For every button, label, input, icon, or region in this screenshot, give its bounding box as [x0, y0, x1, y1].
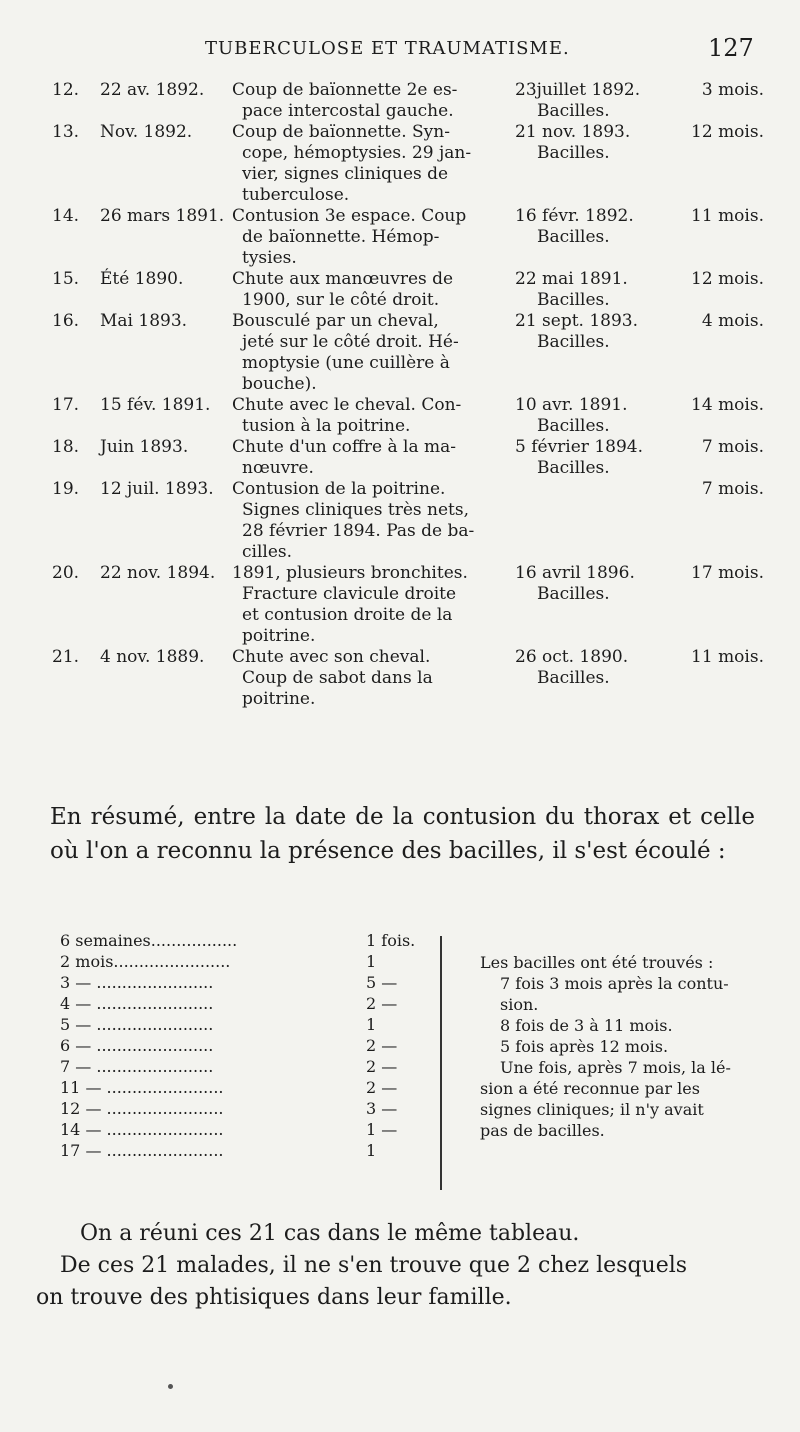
stat-count: 1 —	[366, 1120, 398, 1139]
running-title: TUBERCULOSE ET TRAUMATISME.	[205, 38, 570, 59]
case-duration: 4 mois.	[701, 311, 764, 331]
stat-count: 1 fois.	[366, 931, 416, 950]
notes-intro: Les bacilles ont été trouvés :	[480, 953, 714, 972]
case-description	[232, 311, 504, 395]
description-line: Chute avec le cheval. Con-	[232, 395, 462, 415]
description-line: Chute d'un coffre à la ma-	[232, 437, 456, 457]
notes-line: sion.	[500, 995, 539, 1014]
interval-stats-table	[60, 930, 760, 1161]
case-date: 26 mars 1891.	[100, 206, 225, 226]
case-description	[232, 479, 504, 563]
stat-count: 2 —	[366, 994, 398, 1013]
notes-line: sion a été reconnue par les	[480, 1079, 700, 1098]
stat-count: 2 —	[366, 1078, 398, 1097]
stat-period: 5 — .......................	[60, 1015, 214, 1034]
description-line: Signes cliniques très nets,	[242, 500, 470, 520]
closing-line: De ces 21 malades, il ne s'en trouve que 2 chez lesquels	[60, 1253, 688, 1278]
closing-line: on trouve des phtisiques dans leur famille.	[36, 1285, 512, 1310]
case-result	[515, 269, 645, 311]
notes-line: 8 fois de 3 à 11 mois.	[500, 1016, 673, 1035]
stat-count: 2 —	[366, 1036, 398, 1055]
case-description	[232, 647, 504, 710]
case-result	[515, 206, 645, 248]
result-line: Bacilles.	[537, 227, 610, 247]
result-line: 16 avril 1896.	[515, 563, 635, 583]
case-description	[232, 437, 504, 479]
result-line: 16 févr. 1892.	[515, 206, 634, 226]
case-number: 21.	[52, 647, 80, 667]
case-duration: 12 mois.	[691, 122, 764, 142]
description-line: Coup de baïonnette. Syn-	[232, 122, 450, 142]
notes-line: pas de bacilles.	[480, 1121, 605, 1140]
case-row	[0, 479, 800, 563]
case-number: 14.	[52, 206, 80, 226]
case-row	[0, 206, 800, 269]
stat-period: 3 — .......................	[60, 973, 214, 992]
stat-count: 1	[366, 1141, 377, 1160]
notes-line: 5 fois après 12 mois.	[500, 1037, 669, 1056]
case-row	[0, 80, 800, 122]
case-row	[0, 122, 800, 206]
case-row	[0, 311, 800, 395]
notes-line: 7 fois 3 mois après la contu-	[500, 974, 729, 993]
case-duration: 14 mois.	[691, 395, 764, 415]
description-line: pace intercostal gauche.	[242, 101, 454, 121]
stats-notes	[480, 952, 760, 1141]
stat-period: 6 semaines.................	[60, 931, 238, 950]
case-row	[0, 563, 800, 647]
result-line: Bacilles.	[537, 668, 610, 688]
stat-period: 11 — .......................	[60, 1078, 224, 1097]
case-date: 15 fév. 1891.	[100, 395, 211, 415]
case-description	[232, 269, 504, 311]
case-description	[232, 206, 504, 269]
case-date: 22 av. 1892.	[100, 80, 205, 100]
case-result	[515, 647, 645, 689]
description-line: poitrine.	[242, 689, 316, 709]
case-row	[0, 269, 800, 311]
case-row	[0, 437, 800, 479]
stat-period: 4 — .......................	[60, 994, 214, 1013]
description-line: Chute aux manœuvres de	[232, 269, 454, 289]
brace-divider	[440, 936, 442, 1190]
summary-paragraph: En résumé, entre la date de la contusion du thorax et celle où l'on a reconnu la présence des bacilles, il s'est écoulé :	[50, 804, 755, 864]
case-row	[0, 647, 800, 710]
result-line: Bacilles.	[537, 332, 610, 352]
stat-row	[60, 930, 760, 951]
description-line: 1891, plusieurs bronchites.	[232, 563, 468, 583]
closing-paragraph	[36, 1218, 760, 1314]
case-date: 12 juil. 1893.	[100, 479, 214, 499]
description-line: bouche).	[242, 374, 317, 394]
ink-speck	[168, 1384, 173, 1389]
description-line: Contusion 3e espace. Coup	[232, 206, 467, 226]
stat-period: 17 — .......................	[60, 1141, 224, 1160]
case-result	[515, 311, 645, 353]
description-line: Chute avec son cheval.	[232, 647, 431, 667]
stat-count: 5 —	[366, 973, 398, 992]
description-line: tuberculose.	[242, 185, 350, 205]
case-number: 17.	[52, 395, 80, 415]
stat-period: 12 — .......................	[60, 1099, 224, 1118]
description-line: cope, hémoptysies. 29 jan-	[242, 143, 472, 163]
description-line: 1900, sur le côté droit.	[242, 290, 440, 310]
result-line: 26 oct. 1890.	[515, 647, 629, 667]
description-line: Bousculé par un cheval,	[232, 311, 439, 331]
result-line: 10 avr. 1891.	[515, 395, 628, 415]
case-number: 15.	[52, 269, 80, 289]
result-line: 23juillet 1892.	[515, 80, 641, 100]
case-duration: 7 mois.	[701, 479, 764, 499]
stat-count: 2 —	[366, 1057, 398, 1076]
case-duration: 3 mois.	[701, 80, 764, 100]
description-line: 28 février 1894. Pas de ba-	[242, 521, 475, 541]
description-line: tysies.	[242, 248, 297, 268]
result-line: 5 février 1894.	[515, 437, 643, 457]
stat-period: 14 — .......................	[60, 1120, 224, 1139]
case-date: Juin 1893.	[100, 437, 189, 457]
result-line: Bacilles.	[537, 458, 610, 478]
case-description	[232, 80, 504, 122]
case-result	[515, 122, 645, 164]
page-number: 127	[708, 34, 754, 62]
notes-line: signes cliniques; il n'y avait	[480, 1100, 704, 1119]
notes-line: Une fois, après 7 mois, la lé-	[500, 1058, 731, 1077]
case-number: 19.	[52, 479, 80, 499]
stat-period: 6 — .......................	[60, 1036, 214, 1055]
result-line: Bacilles.	[537, 416, 610, 436]
case-list	[0, 80, 800, 710]
case-duration: 11 mois.	[691, 647, 764, 667]
result-line: Bacilles.	[537, 290, 610, 310]
case-description	[232, 122, 504, 206]
description-line: Fracture clavicule droite	[242, 584, 457, 604]
case-date: 22 nov. 1894.	[100, 563, 216, 583]
case-duration: 7 mois.	[701, 437, 764, 457]
stat-period: 7 — .......................	[60, 1057, 214, 1076]
case-result	[515, 395, 645, 437]
result-line: Bacilles.	[537, 143, 610, 163]
result-line: Bacilles.	[537, 584, 610, 604]
case-result	[515, 563, 645, 605]
case-result	[515, 80, 645, 122]
description-line: de baïonnette. Hémop-	[242, 227, 440, 247]
result-line: Bacilles.	[537, 101, 610, 121]
case-duration: 12 mois.	[691, 269, 764, 289]
description-line: moptysie (une cuillère à	[242, 353, 450, 373]
description-line: vier, signes cliniques de	[242, 164, 449, 184]
case-date: 4 nov. 1889.	[100, 647, 205, 667]
case-date: Été 1890.	[100, 269, 184, 289]
description-line: nœuvre.	[242, 458, 314, 478]
result-line: 21 sept. 1893.	[515, 311, 639, 331]
case-result	[515, 437, 645, 479]
case-duration: 17 mois.	[691, 563, 764, 583]
case-number: 20.	[52, 563, 80, 583]
stat-count: 1	[366, 952, 377, 971]
description-line: Coup de sabot dans la	[242, 668, 433, 688]
stat-period: 2 mois.......................	[60, 952, 231, 971]
case-description	[232, 563, 504, 647]
stat-count: 1	[366, 1015, 377, 1034]
case-row	[0, 395, 800, 437]
description-line: Contusion de la poitrine.	[232, 479, 446, 499]
closing-line: On a réuni ces 21 cas dans le même tableau.	[80, 1221, 580, 1246]
case-number: 13.	[52, 122, 80, 142]
case-duration: 11 mois.	[691, 206, 764, 226]
description-line: cilles.	[242, 542, 293, 562]
case-number: 16.	[52, 311, 80, 331]
case-number: 12.	[52, 80, 80, 100]
description-line: jeté sur le côté droit. Hé-	[242, 332, 459, 352]
description-line: et contusion droite de la	[242, 605, 453, 625]
description-line: Coup de baïonnette 2e es-	[232, 80, 458, 100]
case-description	[232, 395, 504, 437]
stat-count: 3 —	[366, 1099, 398, 1118]
case-number: 18.	[52, 437, 80, 457]
description-line: poitrine.	[242, 626, 316, 646]
case-date: Mai 1893.	[100, 311, 188, 331]
description-line: tusion à la poitrine.	[242, 416, 411, 436]
stat-row	[60, 1140, 760, 1161]
case-date: Nov. 1892.	[100, 122, 193, 142]
result-line: 22 mai 1891.	[515, 269, 628, 289]
running-header	[0, 34, 800, 68]
result-line: 21 nov. 1893.	[515, 122, 631, 142]
